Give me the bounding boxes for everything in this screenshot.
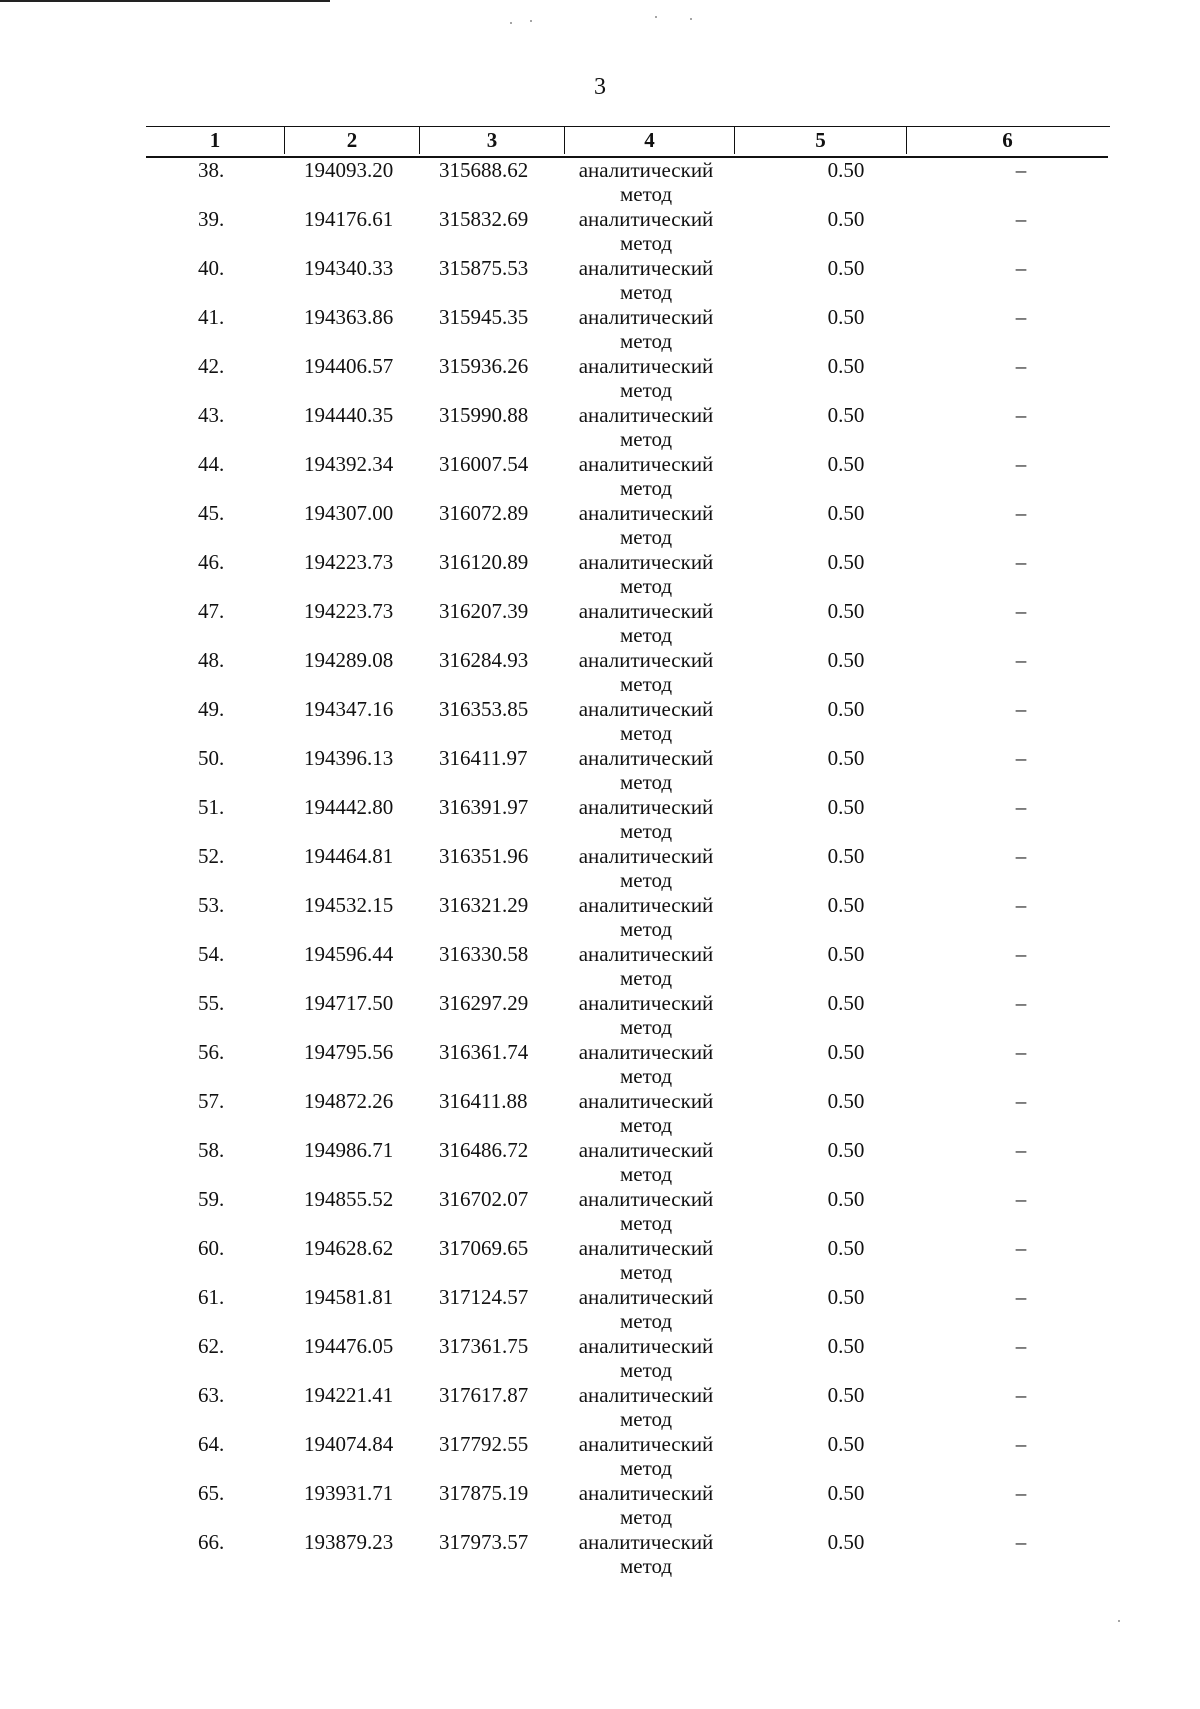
note-dash: –	[1015, 844, 1027, 868]
coordinate-x: 194221.41	[304, 1383, 394, 1407]
method-line: метод	[619, 1407, 673, 1431]
note-dash: –	[1015, 256, 1027, 280]
point-number: 48.	[198, 648, 225, 672]
coordinate-y: 315875.53	[439, 256, 529, 280]
accuracy-value: 0.50	[827, 452, 865, 476]
table-row	[146, 403, 1108, 452]
accuracy-value: 0.50	[827, 1530, 865, 1554]
header-col-6: 6	[906, 126, 1108, 154]
method-line: метод	[619, 868, 673, 892]
note-dash: –	[1015, 697, 1027, 721]
determination-method	[556, 1236, 736, 1284]
determination-method	[556, 256, 736, 304]
point-number: 64.	[198, 1432, 225, 1456]
accuracy-value: 0.50	[827, 844, 865, 868]
coordinate-y: 315688.62	[439, 158, 529, 182]
note-dash: –	[1015, 403, 1027, 427]
accuracy-value: 0.50	[827, 795, 865, 819]
note-dash: –	[1015, 354, 1027, 378]
method-line: метод	[619, 770, 673, 794]
point-number: 41.	[198, 305, 225, 329]
coordinate-x: 194074.84	[304, 1432, 394, 1456]
accuracy-value: 0.50	[827, 893, 865, 917]
table-row	[146, 256, 1108, 305]
table-row	[146, 550, 1108, 599]
coordinate-y: 316411.97	[439, 746, 528, 770]
coordinate-x: 194596.44	[304, 942, 394, 966]
determination-method	[556, 354, 736, 402]
coordinate-x: 194392.34	[304, 452, 394, 476]
scan-edge-mark	[0, 0, 330, 2]
note-dash: –	[1015, 1138, 1027, 1162]
table-row	[146, 1089, 1108, 1138]
coordinate-x: 194396.13	[304, 746, 394, 770]
method-line: аналитический	[578, 1530, 714, 1554]
method-line: аналитический	[578, 207, 714, 231]
accuracy-value: 0.50	[827, 550, 865, 574]
note-dash: –	[1015, 305, 1027, 329]
coordinate-y: 316702.07	[439, 1187, 529, 1211]
coordinate-y: 316072.89	[439, 501, 529, 525]
determination-method	[556, 844, 736, 892]
method-line: аналитический	[578, 1138, 714, 1162]
method-line: аналитический	[578, 550, 714, 574]
accuracy-value: 0.50	[827, 942, 865, 966]
table-row	[146, 1432, 1108, 1481]
method-line: аналитический	[578, 942, 714, 966]
coordinate-y: 316361.74	[439, 1040, 529, 1064]
point-number: 43.	[198, 403, 225, 427]
determination-method	[556, 501, 736, 549]
note-dash: –	[1015, 942, 1027, 966]
coordinate-x: 194223.73	[304, 599, 394, 623]
determination-method	[556, 550, 736, 598]
accuracy-value: 0.50	[827, 1040, 865, 1064]
accuracy-value: 0.50	[827, 403, 865, 427]
coordinate-y: 317973.57	[439, 1530, 529, 1554]
accuracy-value: 0.50	[827, 1236, 865, 1260]
determination-method	[556, 648, 736, 696]
determination-method	[556, 746, 736, 794]
point-number: 65.	[198, 1481, 225, 1505]
coordinate-x: 194363.86	[304, 305, 394, 329]
note-dash: –	[1015, 501, 1027, 525]
determination-method	[556, 991, 736, 1039]
point-number: 45.	[198, 501, 225, 525]
coordinate-y: 316353.85	[439, 697, 529, 721]
note-dash: –	[1015, 1187, 1027, 1211]
accuracy-value: 0.50	[827, 1285, 865, 1309]
header-col-3: 3	[419, 126, 564, 154]
table-row	[146, 501, 1108, 550]
determination-method	[556, 305, 736, 353]
accuracy-value: 0.50	[827, 1089, 865, 1113]
coordinate-x: 194986.71	[304, 1138, 394, 1162]
point-number: 61.	[198, 1285, 225, 1309]
determination-method	[556, 795, 736, 843]
method-line: аналитический	[578, 305, 714, 329]
method-line: метод	[619, 476, 673, 500]
accuracy-value: 0.50	[827, 1334, 865, 1358]
method-line: метод	[619, 574, 673, 598]
method-line: метод	[619, 329, 673, 353]
method-line: метод	[619, 378, 673, 402]
method-line: метод	[619, 1015, 673, 1039]
determination-method	[556, 697, 736, 745]
determination-method	[556, 1040, 736, 1088]
point-number: 42.	[198, 354, 225, 378]
note-dash: –	[1015, 1481, 1027, 1505]
method-line: аналитический	[578, 1089, 714, 1113]
note-dash: –	[1015, 1285, 1027, 1309]
coordinate-y: 317069.65	[439, 1236, 529, 1260]
coordinate-y: 315936.26	[439, 354, 529, 378]
coordinate-y: 316351.96	[439, 844, 529, 868]
point-number: 38.	[198, 158, 225, 182]
method-line: аналитический	[578, 697, 714, 721]
note-dash: –	[1015, 207, 1027, 231]
method-line: метод	[619, 819, 673, 843]
point-number: 54.	[198, 942, 225, 966]
header-col-5: 5	[734, 126, 906, 154]
table-row	[146, 991, 1108, 1040]
determination-method	[556, 942, 736, 990]
accuracy-value: 0.50	[827, 1481, 865, 1505]
determination-method	[556, 599, 736, 647]
accuracy-value: 0.50	[827, 648, 865, 672]
table-row	[146, 697, 1108, 746]
coordinate-x: 194872.26	[304, 1089, 394, 1113]
scan-speck	[530, 20, 532, 22]
method-line: аналитический	[578, 648, 714, 672]
table-row	[146, 893, 1108, 942]
coordinate-y: 317792.55	[439, 1432, 529, 1456]
method-line: аналитический	[578, 1040, 714, 1064]
determination-method	[556, 893, 736, 941]
coordinate-y: 316207.39	[439, 599, 529, 623]
accuracy-value: 0.50	[827, 697, 865, 721]
determination-method	[556, 1187, 736, 1235]
note-dash: –	[1015, 158, 1027, 182]
method-line: метод	[619, 427, 673, 451]
table-row	[146, 354, 1108, 403]
point-number: 53.	[198, 893, 225, 917]
method-line: аналитический	[578, 1236, 714, 1260]
point-number: 49.	[198, 697, 225, 721]
accuracy-value: 0.50	[827, 354, 865, 378]
note-dash: –	[1015, 648, 1027, 672]
accuracy-value: 0.50	[827, 1383, 865, 1407]
determination-method	[556, 158, 736, 206]
method-line: метод	[619, 917, 673, 941]
method-line: аналитический	[578, 403, 714, 427]
coordinate-y: 316391.97	[439, 795, 529, 819]
method-line: метод	[619, 280, 673, 304]
method-line: метод	[619, 525, 673, 549]
coordinate-x: 194223.73	[304, 550, 394, 574]
coordinate-x: 194717.50	[304, 991, 394, 1015]
coordinate-x: 193879.23	[304, 1530, 394, 1554]
note-dash: –	[1015, 795, 1027, 819]
determination-method	[556, 1481, 736, 1529]
note-dash: –	[1015, 1334, 1027, 1358]
scan-speck	[510, 22, 512, 24]
table-row	[146, 746, 1108, 795]
coordinate-x: 193931.71	[304, 1481, 394, 1505]
coordinate-y: 316486.72	[439, 1138, 529, 1162]
accuracy-value: 0.50	[827, 256, 865, 280]
point-number: 47.	[198, 599, 225, 623]
determination-method	[556, 207, 736, 255]
point-number: 63.	[198, 1383, 225, 1407]
coordinate-y: 315945.35	[439, 305, 529, 329]
coordinate-x: 194581.81	[304, 1285, 394, 1309]
coordinate-y: 315832.69	[439, 207, 529, 231]
header-col-1: 1	[209, 128, 221, 152]
coordinate-y: 317124.57	[439, 1285, 529, 1309]
method-line: метод	[619, 1064, 673, 1088]
determination-method	[556, 403, 736, 451]
note-dash: –	[1015, 452, 1027, 476]
note-dash: –	[1015, 991, 1027, 1015]
coordinate-y: 316330.58	[439, 942, 529, 966]
method-line: аналитический	[578, 599, 714, 623]
determination-method	[556, 1089, 736, 1137]
determination-method	[556, 452, 736, 500]
table-row	[146, 158, 1108, 207]
accuracy-value: 0.50	[827, 158, 865, 182]
note-dash: –	[1015, 1432, 1027, 1456]
point-number: 66.	[198, 1530, 225, 1554]
point-number: 50.	[198, 746, 225, 770]
coordinate-y: 316007.54	[439, 452, 529, 476]
header-col-4: 4	[564, 126, 734, 154]
method-line: аналитический	[578, 1432, 714, 1456]
method-line: метод	[619, 1309, 673, 1333]
point-number: 62.	[198, 1334, 225, 1358]
note-dash: –	[1015, 893, 1027, 917]
note-dash: –	[1015, 1040, 1027, 1064]
point-number: 52.	[198, 844, 225, 868]
method-line: метод	[619, 1162, 673, 1186]
coordinate-y: 316284.93	[439, 648, 529, 672]
point-number: 57.	[198, 1089, 225, 1113]
coordinate-x: 194340.33	[304, 256, 394, 280]
table-row	[146, 1481, 1108, 1530]
method-line: аналитический	[578, 354, 714, 378]
accuracy-value: 0.50	[827, 991, 865, 1015]
table-row	[146, 1236, 1108, 1285]
table-row	[146, 1040, 1108, 1089]
table-row	[146, 1138, 1108, 1187]
method-line: аналитический	[578, 1285, 714, 1309]
table-row	[146, 1285, 1108, 1334]
method-line: аналитический	[578, 893, 714, 917]
method-line: метод	[619, 1113, 673, 1137]
method-line: аналитический	[578, 991, 714, 1015]
table-row	[146, 207, 1108, 256]
method-line: метод	[619, 721, 673, 745]
method-line: аналитический	[578, 501, 714, 525]
accuracy-value: 0.50	[827, 1187, 865, 1211]
method-line: аналитический	[578, 158, 714, 182]
point-number: 39.	[198, 207, 225, 231]
accuracy-value: 0.50	[827, 1432, 865, 1456]
method-line: метод	[619, 231, 673, 255]
method-line: метод	[619, 1260, 673, 1284]
method-line: аналитический	[578, 452, 714, 476]
method-line: метод	[619, 1505, 673, 1529]
method-line: аналитический	[578, 1187, 714, 1211]
method-line: метод	[619, 623, 673, 647]
coordinate-x: 194289.08	[304, 648, 394, 672]
scan-speck	[655, 16, 657, 18]
method-line: метод	[619, 1211, 673, 1235]
determination-method	[556, 1530, 736, 1578]
accuracy-value: 0.50	[827, 305, 865, 329]
note-dash: –	[1015, 550, 1027, 574]
determination-method	[556, 1334, 736, 1382]
coordinate-x: 194476.05	[304, 1334, 394, 1358]
point-number: 56.	[198, 1040, 225, 1064]
coordinate-x: 194406.57	[304, 354, 394, 378]
method-line: метод	[619, 182, 673, 206]
coordinate-y: 315990.88	[439, 403, 529, 427]
method-line: аналитический	[578, 256, 714, 280]
accuracy-value: 0.50	[827, 207, 865, 231]
note-dash: –	[1015, 599, 1027, 623]
method-line: аналитический	[578, 844, 714, 868]
coordinate-x: 194347.16	[304, 697, 394, 721]
method-line: аналитический	[578, 1481, 714, 1505]
method-line: метод	[619, 1554, 673, 1578]
coordinate-y: 316120.89	[439, 550, 529, 574]
coordinate-y: 317875.19	[439, 1481, 529, 1505]
determination-method	[556, 1432, 736, 1480]
coordinate-x: 194464.81	[304, 844, 394, 868]
method-line: метод	[619, 672, 673, 696]
coordinate-x: 194855.52	[304, 1187, 394, 1211]
table-header-row	[146, 126, 1108, 158]
coordinate-x: 194176.61	[304, 207, 394, 231]
table-row	[146, 648, 1108, 697]
table-row	[146, 1334, 1108, 1383]
table-row	[146, 1383, 1108, 1432]
coordinate-y: 316297.29	[439, 991, 529, 1015]
scan-speck	[1118, 1620, 1120, 1622]
table-row	[146, 599, 1108, 648]
table-row	[146, 942, 1108, 991]
point-number: 59.	[198, 1187, 225, 1211]
table-row	[146, 452, 1108, 501]
coordinate-x: 194628.62	[304, 1236, 394, 1260]
method-line: аналитический	[578, 1334, 714, 1358]
determination-method	[556, 1383, 736, 1431]
accuracy-value: 0.50	[827, 501, 865, 525]
point-number: 60.	[198, 1236, 225, 1260]
coordinate-y: 316411.88	[439, 1089, 528, 1113]
determination-method	[556, 1285, 736, 1333]
accuracy-value: 0.50	[827, 746, 865, 770]
method-line: аналитический	[578, 1383, 714, 1407]
method-line: метод	[619, 1358, 673, 1382]
coordinate-x: 194093.20	[304, 158, 394, 182]
method-line: метод	[619, 1456, 673, 1480]
table-row	[146, 844, 1108, 893]
note-dash: –	[1015, 1236, 1027, 1260]
coordinate-y: 316321.29	[439, 893, 529, 917]
table-row	[146, 305, 1108, 354]
accuracy-value: 0.50	[827, 1138, 865, 1162]
coordinate-y: 317361.75	[439, 1334, 529, 1358]
coordinate-x: 194795.56	[304, 1040, 394, 1064]
note-dash: –	[1015, 1530, 1027, 1554]
note-dash: –	[1015, 1089, 1027, 1113]
point-number: 55.	[198, 991, 225, 1015]
header-col-2: 2	[284, 126, 419, 154]
point-number: 44.	[198, 452, 225, 476]
page-number: 3	[594, 74, 606, 100]
point-number: 40.	[198, 256, 225, 280]
coordinate-x: 194307.00	[304, 501, 394, 525]
scan-speck	[690, 18, 692, 20]
table-row	[146, 795, 1108, 844]
determination-method	[556, 1138, 736, 1186]
table-row	[146, 1187, 1108, 1236]
coordinate-y: 317617.87	[439, 1383, 529, 1407]
point-number: 46.	[198, 550, 225, 574]
table-row	[146, 1530, 1108, 1579]
note-dash: –	[1015, 1383, 1027, 1407]
coordinate-x: 194440.35	[304, 403, 394, 427]
point-number: 51.	[198, 795, 225, 819]
accuracy-value: 0.50	[827, 599, 865, 623]
coordinate-x: 194532.15	[304, 893, 394, 917]
coordinate-x: 194442.80	[304, 795, 394, 819]
method-line: аналитический	[578, 795, 714, 819]
method-line: аналитический	[578, 746, 714, 770]
point-number: 58.	[198, 1138, 225, 1162]
method-line: метод	[619, 966, 673, 990]
note-dash: –	[1015, 746, 1027, 770]
